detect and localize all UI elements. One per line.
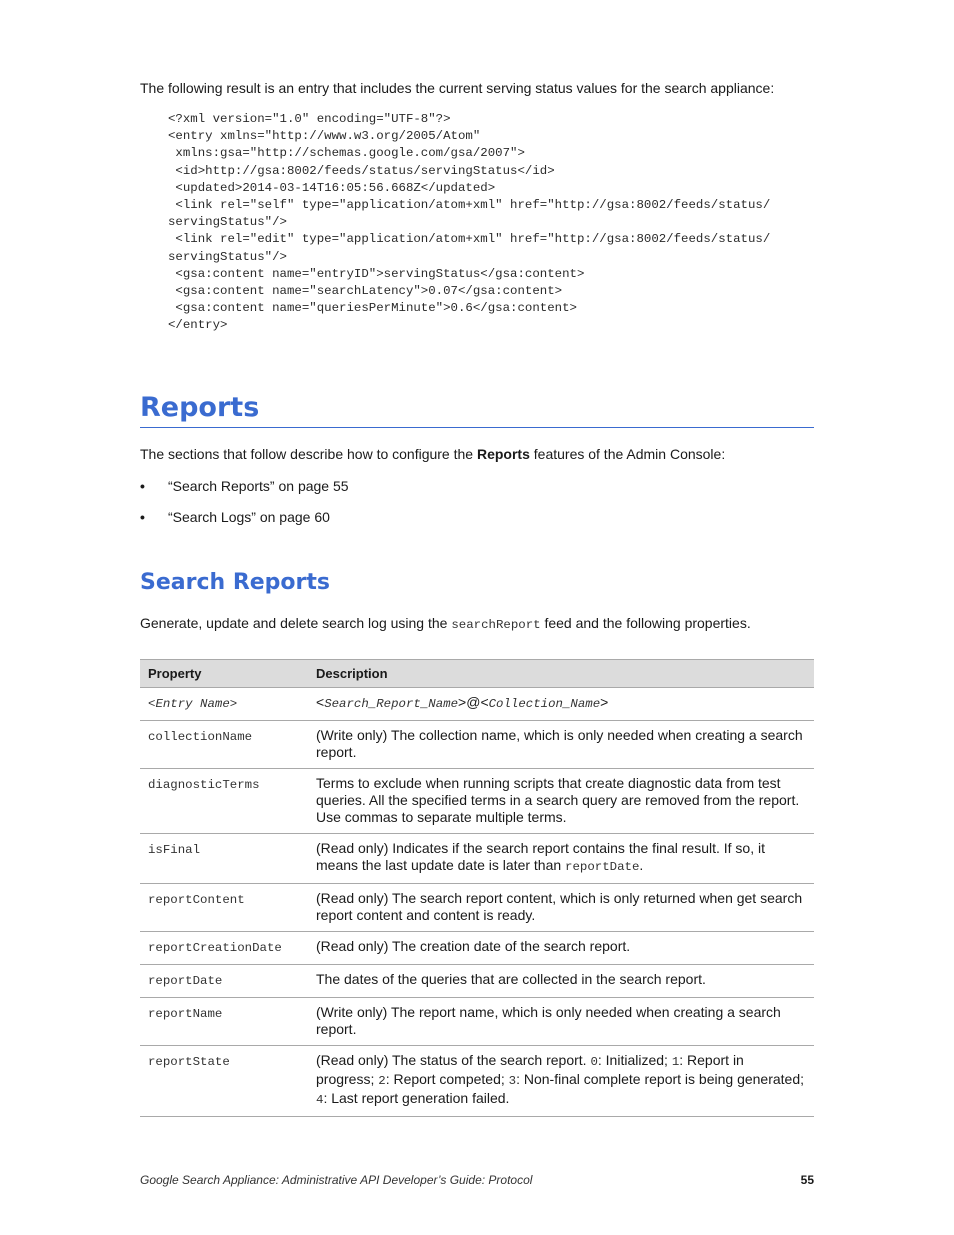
- description-cell: (Write only) The report name, which is only needed when creating a search report.: [308, 998, 814, 1046]
- column-header-property: Property: [140, 660, 308, 688]
- table-row: [140, 769, 814, 834]
- table-row: [140, 834, 814, 884]
- table-row: [140, 998, 814, 1046]
- column-header-description: Description: [308, 660, 814, 688]
- table-header-row: [140, 660, 814, 688]
- property-cell: reportContent: [140, 884, 308, 932]
- property-cell: <Entry Name>: [140, 688, 308, 721]
- property-cell: reportState: [140, 1046, 308, 1117]
- table-row: [140, 965, 814, 998]
- table-row: [140, 884, 814, 932]
- reports-link-list: [140, 477, 349, 539]
- list-item[interactable]: [140, 477, 349, 508]
- intro-paragraph: The following result is an entry that includes the current serving status values for the search appliance:: [140, 80, 775, 96]
- search-reports-link[interactable]: “Search Reports” on page 55: [168, 478, 349, 494]
- property-cell: reportCreationDate: [140, 932, 308, 965]
- search-reports-heading: Search Reports: [140, 570, 331, 595]
- table-row: [140, 1046, 814, 1117]
- footer-title: Google Search Appliance: Administrative API Developer’s Guide: Protocol: [140, 1173, 533, 1187]
- table-row: [140, 688, 814, 721]
- search-logs-link[interactable]: “Search Logs” on page 60: [168, 509, 330, 525]
- property-cell: isFinal: [140, 834, 308, 884]
- property-cell: diagnosticTerms: [140, 769, 308, 834]
- table-row: [140, 721, 814, 769]
- description-cell: (Write only) The collection name, which is only needed when creating a search report.: [308, 721, 814, 769]
- search-reports-description: Generate, update and delete search log using the searchReport feed and the following properties.: [140, 615, 751, 632]
- properties-table: [140, 659, 814, 1117]
- inline-code: searchReport: [451, 618, 541, 632]
- description-cell: (Read only) Indicates if the search report contains the final result. If so, it means the last update date is later than reportDate.: [308, 834, 814, 884]
- description-cell: <Search_Report_Name>@<Collection_Name>: [308, 688, 814, 721]
- page-number: 55: [800, 1173, 814, 1187]
- property-cell: reportDate: [140, 965, 308, 998]
- list-item[interactable]: [140, 508, 349, 539]
- property-cell: collectionName: [140, 721, 308, 769]
- bullet-icon: •: [140, 509, 145, 525]
- property-cell: reportName: [140, 998, 308, 1046]
- inline-code: reportDate: [565, 860, 640, 874]
- description-cell: (Read only) The search report content, which is only returned when get search report content and content is ready.: [308, 884, 814, 932]
- description-cell: The dates of the queries that are collected in the search report.: [308, 965, 814, 998]
- description-cell: Terms to exclude when running scripts that create diagnostic data from test queries. All the specified terms in a search query are removed from the report. Use commas to separate multiple terms.: [308, 769, 814, 834]
- description-cell: (Read only) The status of the search report. 0: Initialized; 1: Report in progress; 2: Report competed; 3: Non-final complete report is being generated; 4: Last report generation failed.: [308, 1046, 814, 1117]
- description-cell: (Read only) The creation date of the search report.: [308, 932, 814, 965]
- bullet-icon: •: [140, 478, 145, 494]
- table-row: [140, 932, 814, 965]
- reports-description: The sections that follow describe how to configure the Reports features of the Admin Console:: [140, 446, 726, 462]
- xml-code-block: <?xml version="1.0" encoding="UTF-8"?> <entry xmlns="http://www.w3.org/2005/Atom" xmlns:gsa="http://schemas.google.com/gsa/2007"> <id>http://gsa:8002/feeds/status/servingStatus</id> <updated>2014-03-14T16:05:56.668Z</updated> <link rel="self" type="application/atom+xml" href="http://gsa:8002/feeds/status/ servingStatus"/> <link rel="edit" type="application/atom+xml" href="http://gsa:8002/feeds/status/ servingStatus"/> <gsa:content name="entryID">servingStatus</gsa:content> <gsa:content name="searchLatency">0.07</gsa:content> <gsa:content name="queriesPerMinute">0.6</gsa:content> </entry>: [168, 112, 771, 333]
- reports-heading: Reports: [140, 390, 814, 428]
